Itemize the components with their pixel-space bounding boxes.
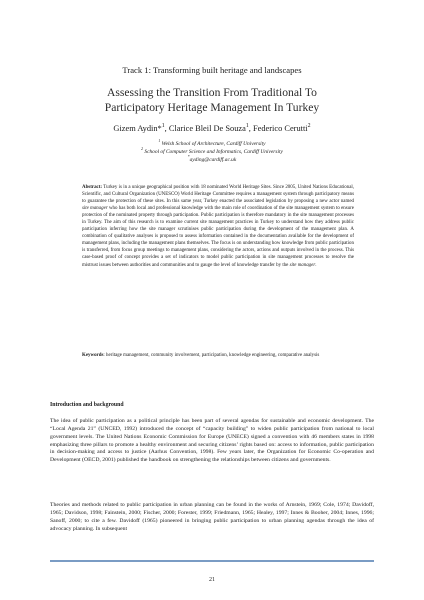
page-number: 21 [209, 577, 215, 583]
abstract-text-1: Turkey is in a unique geographical position with 18 nominated World Heritage Sites. Since 2005, United Nations Educational, Scientific, and Cultural Organization (UNESCO) World Heritage Committee requires a management system through participatory means to guarantee the protection of these sites. In this same year, Turkey enacted the associated legislation by proposing a new actor named [82, 185, 354, 205]
keywords [82, 352, 354, 359]
section-heading: Introduction and background [50, 402, 124, 408]
corresponding-email [0, 157, 424, 164]
paper-title [40, 86, 384, 115]
abstract-text-2: who has both local and professional knowledge with the main role of coordination of the site management system to ensure protection of the nominated property through participation. Public participation is therefore mandatory in the site management processes in Turkey. The aim of this research is to examine current site management practices in Turkey to understand how they address public participation inferring how the site manager scrutinises public participation during the development of the management plan. A combination of qualitative analyses is proposed to assess information contained in the documentation available for the development of management plans, including the management plans themselves. The focus is on understanding how knowledge from public participation is transferred, from focus group meetings to management plans, considering the actors, actions and outputs involved in the process. This case-based proof of concept provides a set of indicators to model public participation in site management processes to resolve the mistrust issues between authorities and communities and to gauge the level of knowledge transfer by the [82, 206, 354, 268]
author-list [0, 124, 424, 133]
abstract-label: Abstract: [82, 185, 103, 190]
body-paragraph-2: Theories and methods related to public participation in urban planning can be found in the works of Arnstein, 1969; Cole, 1974; Davidoff, 1965; Davidson, 1998; Fainstein, 2000; Fischer, 2000; Forester, 1999; Friedmann, 1965; Healey, 1997; Innes & Booher, 2004; Innes, 1996; Sanoff, 2000; to cite a few. Davidoff (1965) pioneered in bringing public participation to urban planning agendas through the idea of advocacy planning. In subsequent [50, 502, 374, 532]
author-separator: , [248, 124, 253, 133]
author-1-affil: 1 [161, 123, 165, 130]
author-3-affil: 2 [307, 123, 311, 130]
affiliation-1-text: Welsh School of Architecture, Cardiff University [160, 141, 266, 147]
author-2: Clarice Bleil De Souza [168, 124, 246, 133]
email-marker: * [187, 155, 190, 160]
abstract-emphasis-1: site manager [82, 206, 108, 212]
author-3: Federico Cerutti [252, 124, 308, 133]
affiliation-1-marker: 1 [158, 139, 161, 144]
author-separator: , [164, 124, 169, 133]
body-paragraph-1: The idea of public participation as a political principle has been part of several agendas for sustainable and economic development. The “Local Agenda 21” (UNCED, 1992) introduced the concept of “capacity building” to widen public participation from national to local government levels. The United Nations Economic Commission for Europe (UNECE) signed a convention with 46 members states in 1998 emphasizing three pillars to promote a healthy environment and securing citizens’ rights based on: access to information, public participation in decision-making and access to justice (Aarhus Convention, 1998). Few years later, the Organization for Economic Co-operation and Development (OECD, 2001) published the handbook on strengthening the relationships between citizens and governments. [50, 418, 374, 464]
affiliation-2-text: School of Computer Science and Informatics, Cardiff University [143, 149, 283, 155]
footer-rule [50, 560, 374, 562]
abstract-emphasis-2: site manager [289, 262, 316, 268]
title-line-2: Participatory Heritage Management In Turkey [104, 100, 320, 114]
affiliation-2-marker: 2 [141, 147, 144, 152]
title-line-1: Assessing the Transition From Traditional To [107, 86, 317, 99]
track-label: Track 1: Transforming built heritage and landscapes [122, 65, 302, 75]
abstract-text-3: . [315, 262, 317, 268]
author-2-affil: 1 [245, 123, 249, 130]
keywords-label: Keywords [82, 353, 104, 358]
keywords-text: : heritage management, community involvement, participation, knowledge engineering, comparative analysis [103, 353, 320, 358]
affiliation-2 [0, 149, 424, 156]
abstract [82, 184, 354, 269]
author-1: Gizem Aydin* [113, 124, 162, 133]
affiliation-1 [0, 141, 424, 148]
email-text: ayding@cardiff.ac.uk [189, 157, 237, 163]
